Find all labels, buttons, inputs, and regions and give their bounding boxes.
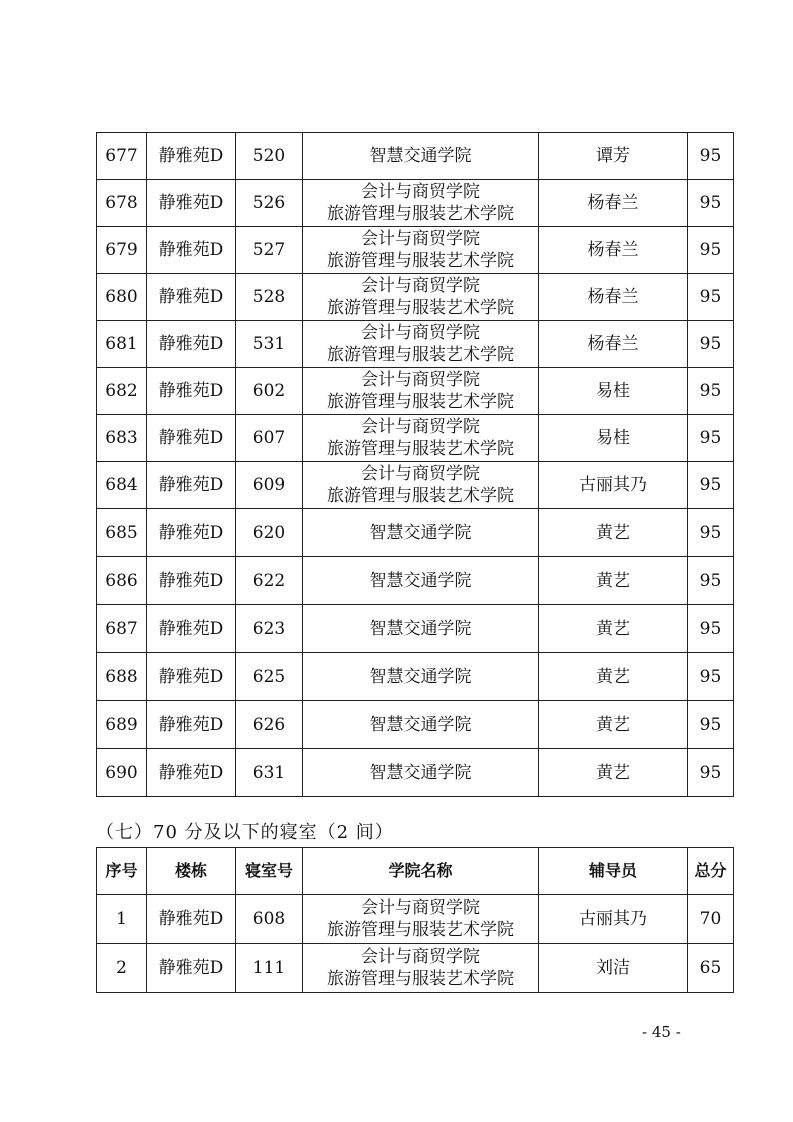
cell-no: 678 — [97, 180, 147, 227]
college-line: 旅游管理与服装艺术学院 — [327, 204, 514, 224]
cell-room: 531 — [236, 321, 303, 368]
table-row — [97, 180, 734, 227]
cell-building: 静雅苑D — [147, 895, 236, 944]
cell-college — [303, 321, 539, 368]
college-line: 旅游管理与服装艺术学院 — [327, 969, 514, 989]
cell-room: 631 — [236, 749, 303, 797]
cell-no: 683 — [97, 415, 147, 462]
header-no: 序号 — [97, 848, 147, 895]
cell-counselor: 杨春兰 — [539, 321, 688, 368]
table-row — [97, 415, 734, 462]
low-score-dorm-table — [96, 847, 734, 993]
college-line: 会计与商贸学院 — [361, 182, 480, 202]
cell-counselor: 黄艺 — [539, 509, 688, 557]
cell-no: 682 — [97, 368, 147, 415]
cell-counselor: 易桂 — [539, 415, 688, 462]
table-row — [97, 509, 734, 557]
cell-counselor: 刘洁 — [539, 944, 688, 993]
cell-college — [303, 557, 539, 605]
cell-building: 静雅苑D — [147, 605, 236, 653]
cell-college — [303, 368, 539, 415]
table-row — [97, 701, 734, 749]
page-number: - 45 - — [642, 1023, 681, 1041]
cell-counselor: 杨春兰 — [539, 227, 688, 274]
cell-building: 静雅苑D — [147, 462, 236, 509]
cell-score: 95 — [688, 415, 734, 462]
college-line: 旅游管理与服装艺术学院 — [327, 345, 514, 365]
cell-college — [303, 605, 539, 653]
table-row — [97, 605, 734, 653]
cell-score: 95 — [688, 653, 734, 701]
header-college: 学院名称 — [303, 848, 539, 895]
cell-college — [303, 895, 539, 944]
cell-building: 静雅苑D — [147, 180, 236, 227]
college-line: 会计与商贸学院 — [361, 276, 480, 296]
cell-no: 688 — [97, 653, 147, 701]
table-row — [97, 557, 734, 605]
header-counselor: 辅导员 — [539, 848, 688, 895]
cell-score: 95 — [688, 368, 734, 415]
cell-no: 679 — [97, 227, 147, 274]
table-row — [97, 944, 734, 993]
cell-counselor: 黄艺 — [539, 653, 688, 701]
cell-room: 602 — [236, 368, 303, 415]
college-line: 会计与商贸学院 — [361, 229, 480, 249]
table-row — [97, 749, 734, 797]
cell-building: 静雅苑D — [147, 415, 236, 462]
college-line: 会计与商贸学院 — [361, 323, 480, 343]
cell-no: 2 — [97, 944, 147, 993]
cell-no: 690 — [97, 749, 147, 797]
college-line: 会计与商贸学院 — [361, 464, 480, 484]
cell-college — [303, 509, 539, 557]
header-room: 寝室号 — [236, 848, 303, 895]
cell-college — [303, 944, 539, 993]
cell-building: 静雅苑D — [147, 944, 236, 993]
dorm-score-table — [96, 132, 734, 797]
cell-building: 静雅苑D — [147, 557, 236, 605]
college-line: 旅游管理与服装艺术学院 — [327, 392, 514, 412]
college-line: 旅游管理与服装艺术学院 — [327, 486, 514, 506]
college-line: 会计与商贸学院 — [361, 898, 480, 918]
cell-counselor: 黄艺 — [539, 605, 688, 653]
college-line: 智慧交通学院 — [369, 618, 472, 639]
table-row — [97, 321, 734, 368]
cell-counselor: 黄艺 — [539, 701, 688, 749]
section-title: （七）70 分及以下的寝室（2 间） — [96, 822, 394, 843]
college-line: 旅游管理与服装艺术学院 — [327, 920, 514, 940]
cell-score: 95 — [688, 133, 734, 180]
cell-college — [303, 653, 539, 701]
cell-college — [303, 415, 539, 462]
cell-counselor: 古丽其乃 — [539, 462, 688, 509]
cell-building: 静雅苑D — [147, 749, 236, 797]
cell-score: 70 — [688, 895, 734, 944]
cell-room: 609 — [236, 462, 303, 509]
cell-score: 95 — [688, 749, 734, 797]
cell-building: 静雅苑D — [147, 321, 236, 368]
cell-counselor: 杨春兰 — [539, 180, 688, 227]
cell-college — [303, 133, 539, 180]
cell-counselor: 黄艺 — [539, 749, 688, 797]
table-row — [97, 895, 734, 944]
cell-counselor: 黄艺 — [539, 557, 688, 605]
cell-no: 680 — [97, 274, 147, 321]
cell-counselor: 古丽其乃 — [539, 895, 688, 944]
cell-college — [303, 701, 539, 749]
cell-room: 625 — [236, 653, 303, 701]
cell-room: 608 — [236, 895, 303, 944]
cell-no: 686 — [97, 557, 147, 605]
cell-counselor: 杨春兰 — [539, 274, 688, 321]
cell-building: 静雅苑D — [147, 133, 236, 180]
cell-room: 111 — [236, 944, 303, 993]
table-row — [97, 133, 734, 180]
table-row — [97, 368, 734, 415]
table-row — [97, 653, 734, 701]
cell-room: 620 — [236, 509, 303, 557]
cell-room: 622 — [236, 557, 303, 605]
cell-college — [303, 462, 539, 509]
cell-college — [303, 274, 539, 321]
cell-score: 95 — [688, 180, 734, 227]
cell-score: 95 — [688, 227, 734, 274]
cell-score: 95 — [688, 605, 734, 653]
college-line: 智慧交通学院 — [369, 522, 472, 543]
college-line: 旅游管理与服装艺术学院 — [327, 439, 514, 459]
cell-room: 520 — [236, 133, 303, 180]
college-line: 会计与商贸学院 — [361, 947, 480, 967]
table-header-row — [97, 848, 734, 895]
college-line: 智慧交通学院 — [369, 714, 472, 735]
cell-college — [303, 180, 539, 227]
header-score: 总分 — [688, 848, 734, 895]
cell-college — [303, 227, 539, 274]
cell-counselor: 谭芳 — [539, 133, 688, 180]
college-line: 智慧交通学院 — [369, 762, 472, 783]
cell-room: 607 — [236, 415, 303, 462]
cell-room: 528 — [236, 274, 303, 321]
college-line: 智慧交通学院 — [369, 146, 472, 166]
cell-room: 527 — [236, 227, 303, 274]
cell-no: 684 — [97, 462, 147, 509]
cell-no: 677 — [97, 133, 147, 180]
college-line: 旅游管理与服装艺术学院 — [327, 251, 514, 271]
cell-score: 95 — [688, 321, 734, 368]
cell-college — [303, 749, 539, 797]
cell-no: 681 — [97, 321, 147, 368]
college-line: 旅游管理与服装艺术学院 — [327, 298, 514, 318]
cell-score: 95 — [688, 274, 734, 321]
cell-counselor: 易桂 — [539, 368, 688, 415]
college-line: 会计与商贸学院 — [361, 370, 480, 390]
cell-room: 626 — [236, 701, 303, 749]
table-row — [97, 462, 734, 509]
cell-no: 685 — [97, 509, 147, 557]
cell-room: 623 — [236, 605, 303, 653]
college-line: 会计与商贸学院 — [361, 417, 480, 437]
cell-building: 静雅苑D — [147, 509, 236, 557]
cell-building: 静雅苑D — [147, 227, 236, 274]
cell-score: 95 — [688, 557, 734, 605]
cell-building: 静雅苑D — [147, 653, 236, 701]
cell-no: 687 — [97, 605, 147, 653]
header-building: 楼栋 — [147, 848, 236, 895]
college-line: 智慧交通学院 — [369, 666, 472, 687]
cell-score: 95 — [688, 701, 734, 749]
cell-score: 65 — [688, 944, 734, 993]
table-row — [97, 227, 734, 274]
cell-building: 静雅苑D — [147, 368, 236, 415]
cell-score: 95 — [688, 462, 734, 509]
cell-building: 静雅苑D — [147, 274, 236, 321]
cell-room: 526 — [236, 180, 303, 227]
cell-no: 689 — [97, 701, 147, 749]
cell-score: 95 — [688, 509, 734, 557]
table-row — [97, 274, 734, 321]
college-line: 智慧交通学院 — [369, 570, 472, 591]
cell-no: 1 — [97, 895, 147, 944]
cell-building: 静雅苑D — [147, 701, 236, 749]
